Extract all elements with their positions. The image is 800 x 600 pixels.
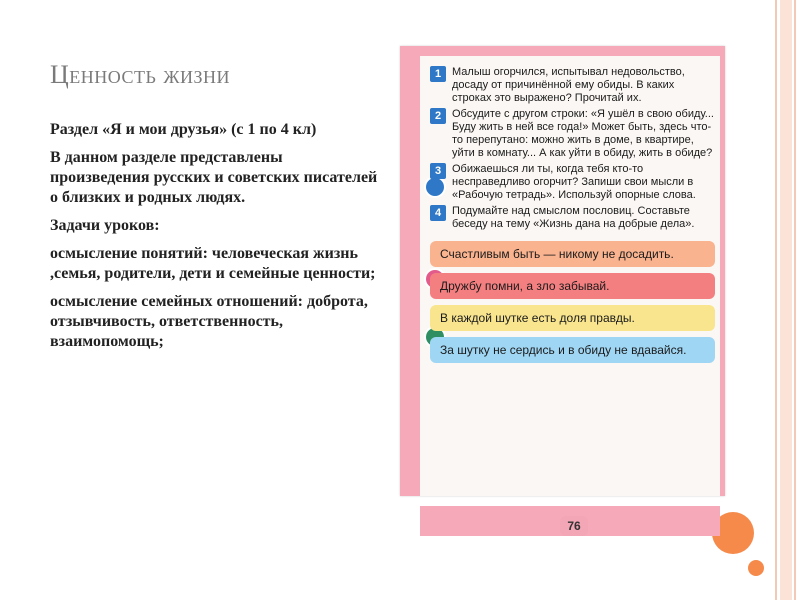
paragraph: В данном разделе представлены произведения русских и советских писателей о близких и родных людях.: [50, 149, 378, 206]
paragraph: осмысление семейных отношений: доброта, отзывчивость, ответственность, взаимопомощь;: [50, 293, 368, 350]
question-text: Обсудите с другом строки: «Я ушёл в свою обиду... Буду жить в ней все года!» Может быть, здесь что-то перепутано: можно жить в доме, в квартире, уйти в комнату... А как уйти в обиду, жить в обиде?: [452, 108, 714, 159]
question-text: Обижаешься ли ты, когда тебя кто-то несправедливо огорчит? Запиши свои мысли в «Рабочую тетрадь». Используй опорные слова.: [452, 163, 696, 201]
slide-title: Ценность жизни: [50, 60, 230, 89]
proverb: За шутку не сердись и в обиду не вдавайся.: [430, 337, 715, 363]
question-item: [430, 66, 715, 105]
decor-line: [775, 0, 777, 600]
proverb: Счастливым быть — никому не досадить.: [430, 241, 715, 267]
question-number: 2: [430, 108, 446, 124]
paragraph: Раздел «Я и мои друзья» (с 1 по 4 кл): [50, 121, 317, 138]
question-number: 1: [430, 66, 446, 82]
question-item: [430, 108, 715, 160]
question-number: 3: [430, 163, 446, 179]
paragraph: Задачи уроков:: [50, 217, 160, 234]
page-sheet: [420, 56, 720, 496]
proverb: В каждой шутке есть доля правды.: [430, 305, 715, 331]
question-text: Малыш огорчился, испытывал недовольство, досаду от причинённой ему обиды. В каких строках это выражено? Прочитай их.: [452, 66, 685, 104]
question-item: [430, 163, 715, 202]
proverb: Дружбу помни, а зло забывай.: [430, 273, 715, 299]
page-content: [430, 66, 715, 363]
decor-band: [780, 0, 792, 600]
question-text: Подумайте над смыслом пословиц. Составьте беседу на тему «Жизнь дана на добрые дела».: [452, 205, 695, 230]
question-number: 4: [430, 205, 446, 221]
slide-body: [50, 120, 380, 360]
page-number: 76: [560, 516, 588, 536]
textbook-page-image: [400, 46, 725, 533]
decor-circle: [748, 560, 764, 576]
paragraph: осмысление понятий: человеческая жизнь ,семья, родители, дети и семейные ценности;: [50, 245, 376, 282]
decor-line: [794, 0, 796, 600]
question-item: [430, 205, 715, 231]
